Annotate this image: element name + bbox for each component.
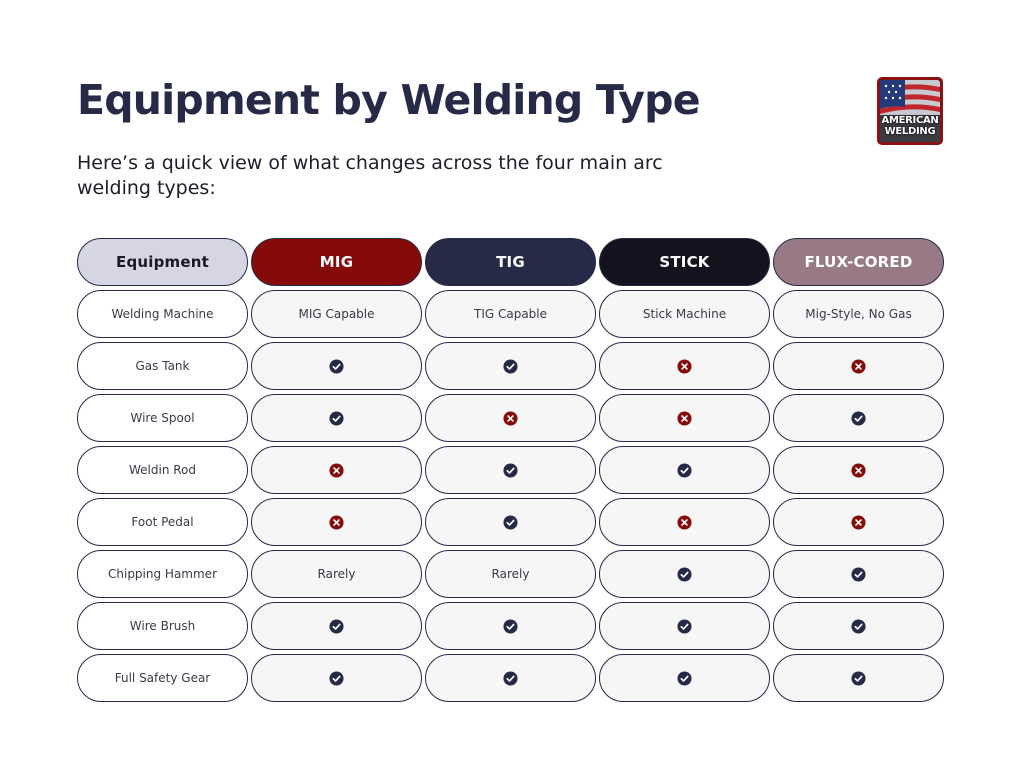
page-title: Equipment by Welding Type — [77, 76, 700, 124]
table-cell-mig: MIG Capable — [251, 290, 422, 338]
check-icon — [503, 619, 518, 634]
check-icon — [503, 463, 518, 478]
table-cell-tig — [425, 446, 596, 494]
check-icon — [329, 619, 344, 634]
table-cell-tig: TIG Capable — [425, 290, 596, 338]
row-label: Foot Pedal — [77, 498, 248, 546]
table-cell-stick — [599, 394, 770, 442]
row-label: Weldin Rod — [77, 446, 248, 494]
table-cell-mig — [251, 654, 422, 702]
table-cell-stick — [599, 498, 770, 546]
row-label: Welding Machine — [77, 290, 248, 338]
row-label: Full Safety Gear — [77, 654, 248, 702]
check-icon — [503, 359, 518, 374]
check-icon — [677, 567, 692, 582]
table-cell-flux-cored — [773, 394, 944, 442]
american-welding-logo — [877, 77, 943, 145]
check-icon — [329, 411, 344, 426]
table-cell-mig: Rarely — [251, 550, 422, 598]
table-cell-flux-cored — [773, 654, 944, 702]
equipment-table — [77, 238, 944, 702]
cross-icon — [851, 463, 866, 478]
cross-icon — [329, 463, 344, 478]
table-cell-flux-cored: Mig-Style, No Gas — [773, 290, 944, 338]
row-label: Wire Brush — [77, 602, 248, 650]
table-cell-tig — [425, 654, 596, 702]
row-label: Gas Tank — [77, 342, 248, 390]
table-cell-tig — [425, 498, 596, 546]
cross-icon — [329, 515, 344, 530]
check-icon — [851, 411, 866, 426]
cross-icon — [677, 515, 692, 530]
table-cell-mig — [251, 342, 422, 390]
table-cell-stick — [599, 654, 770, 702]
cross-icon — [503, 411, 518, 426]
check-icon — [503, 515, 518, 530]
table-cell-tig — [425, 394, 596, 442]
check-icon — [677, 619, 692, 634]
column-header-stick: STICK — [599, 238, 770, 286]
check-icon — [329, 359, 344, 374]
column-header-mig: MIG — [251, 238, 422, 286]
table-cell-stick: Stick Machine — [599, 290, 770, 338]
check-icon — [329, 671, 344, 686]
table-cell-tig: Rarely — [425, 550, 596, 598]
table-cell-flux-cored — [773, 550, 944, 598]
table-cell-stick — [599, 446, 770, 494]
table-cell-mig — [251, 446, 422, 494]
logo-text-line1: AMERICAN — [881, 115, 939, 126]
cross-icon — [677, 359, 692, 374]
check-icon — [503, 671, 518, 686]
table-cell-mig — [251, 602, 422, 650]
row-label: Chipping Hammer — [77, 550, 248, 598]
column-header-tig: TIG — [425, 238, 596, 286]
check-icon — [851, 671, 866, 686]
check-icon — [851, 619, 866, 634]
table-cell-flux-cored — [773, 498, 944, 546]
cross-icon — [851, 515, 866, 530]
cross-icon — [677, 411, 692, 426]
logo-text-line2: WELDING — [884, 126, 936, 137]
check-icon — [677, 463, 692, 478]
table-cell-mig — [251, 498, 422, 546]
column-header-equipment: Equipment — [77, 238, 248, 286]
page-subtitle: Here’s a quick view of what changes across the four main arc welding types: — [77, 152, 663, 199]
table-cell-flux-cored — [773, 342, 944, 390]
table-cell-flux-cored — [773, 446, 944, 494]
table-cell-mig — [251, 394, 422, 442]
table-cell-tig — [425, 602, 596, 650]
table-cell-stick — [599, 342, 770, 390]
table-cell-stick — [599, 602, 770, 650]
check-icon — [851, 567, 866, 582]
column-header-flux-cored: FLUX-CORED — [773, 238, 944, 286]
row-label: Wire Spool — [77, 394, 248, 442]
cross-icon — [851, 359, 866, 374]
check-icon — [677, 671, 692, 686]
table-cell-flux-cored — [773, 602, 944, 650]
table-cell-tig — [425, 342, 596, 390]
table-cell-stick — [599, 550, 770, 598]
